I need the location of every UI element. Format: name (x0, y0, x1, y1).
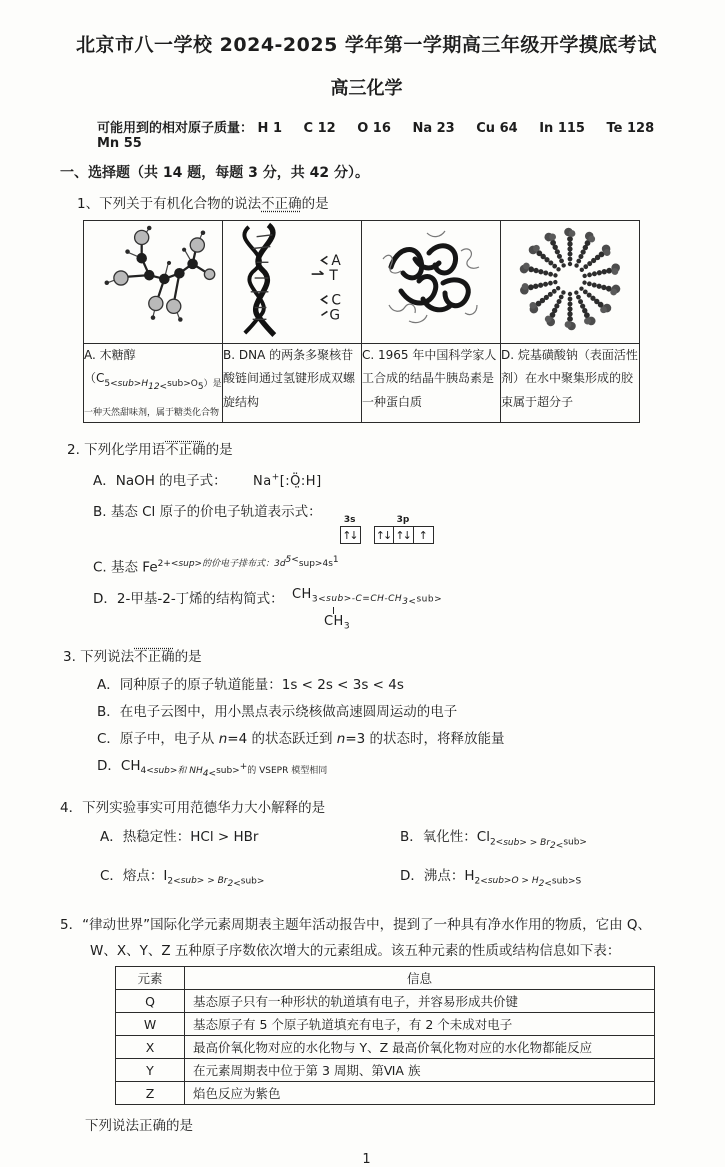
exam-title: 北京市八一学校 2024-2025 学年第一学期高三年级开学摸底考试 (76, 34, 657, 56)
q3-option-b: B．在电子云图中，用小黑点表示绕核做高速圆周运动的电子 (97, 703, 458, 720)
bond-line (333, 607, 334, 614)
orbital-3s-group (340, 515, 360, 544)
orbital-box-3s: ↑↓ (340, 526, 361, 544)
element-q-info: 基态原子只有一种形状的轨道填有电子，并容易形成共价键 (185, 990, 655, 1013)
dna-base-label-c: C (331, 292, 341, 309)
structure-methyl-branch: $CH_3$ (323, 613, 351, 632)
q1-cell-b-image (223, 221, 362, 344)
q1-option-a-caption: A. 木糖醇（$C_{5<sub>H_{12<}sub>O_5)是一种天然甜味剂,属于糖类化合物}$ (84, 344, 223, 423)
atomic-mass-item: Te 128 (606, 121, 655, 136)
atomic-mass-item: Cu 64 (476, 121, 518, 136)
orbital-box-diagram (340, 515, 432, 544)
q4-option-c: C．熔点：$I_{2<sub> > Br_{2<}sub>}$ (100, 867, 265, 889)
orbital-3s-label: 3s (343, 515, 356, 526)
protein-ribbon-image (369, 221, 493, 333)
atomic-mass-item: In 115 (539, 121, 585, 136)
question-3-stem (63, 645, 673, 665)
structure-main-chain: $CH_{3<sub>-C=CH-CH_{3<}sub>}$ (291, 586, 443, 607)
table-header-row (116, 967, 655, 990)
q2-option-d (93, 587, 673, 632)
q2-option-c: C. 基态 $Fe^{2+<sup>的价电子排布式:3d^{5<}sup>4s^1}$ (93, 555, 339, 576)
naoh-electron-formula: Na+[:Ö̤:H] (252, 472, 322, 490)
question-5-tail: 下列说法正确的是 (85, 1118, 193, 1134)
table-row (116, 1059, 655, 1082)
q3-option-a: A．同种原子的原子轨道能量：1s < 2s < 3s < 4s (97, 676, 404, 693)
q2-option-a (93, 469, 673, 489)
q1-option-b-caption: B. DNA 的两条多聚核苷酸链间通过氢键形成双螺旋结构 (223, 344, 362, 423)
micelle-image (508, 221, 632, 337)
question-5-stem-line1: 5．“律动世界”国际化学元素周期表主题年活动报告中，提到了一种具有净水作用的物质，它由 Q、 (60, 917, 651, 933)
q3-option-c: C．原子中，电子从 n=4 的状态跃迁到 n=3 的状态时，将释放能量 (97, 730, 505, 747)
element-z-info: 焰色反应为紫色 (185, 1082, 655, 1105)
atomic-masses-label: 可能用到的相对原子质量： (97, 121, 254, 136)
question-1-table (83, 220, 640, 423)
info-column-header: 信息 (185, 967, 655, 990)
dna-base-label-a: A (331, 253, 341, 270)
subject-title: 高三化学 (330, 78, 403, 99)
element-x: X (116, 1036, 185, 1059)
q2-option-a-label: A．NaOH 的电子式： (93, 473, 227, 490)
q2-option-d-label: D．2-甲基-2-丁烯的结构简式： (93, 590, 284, 607)
q3-stem-pre: 3. 下列说法 (63, 648, 135, 665)
question-3 (60, 645, 673, 779)
butene-structural-formula (292, 587, 442, 632)
element-y: Y (116, 1059, 185, 1082)
element-w: W (116, 1013, 185, 1036)
atomic-mass-item: Mn 55 (97, 136, 142, 151)
element-y-info: 在元素周期表中位于第 3 周期、第ⅥA 族 (185, 1059, 655, 1082)
ball-and-stick-molecule-image (87, 221, 219, 335)
dna-base-label-g: G (329, 307, 341, 324)
table-row (116, 1013, 655, 1036)
dna-double-helix-image (228, 221, 356, 337)
question-5-table (115, 966, 655, 1105)
orbital-box-3p2: ↑↓ (393, 526, 414, 544)
table-row (116, 990, 655, 1013)
q2-stem-emphasis: 不正确 (165, 442, 206, 459)
atomic-mass-item: O 16 (357, 121, 391, 136)
question-4 (60, 796, 673, 889)
q4-option-a: A．热稳定性：HCl > HBr (100, 829, 259, 846)
q4-option-b: B．氧化性：$Cl_{2<sub> > Br_{2<}sub>}$ (400, 829, 587, 851)
atomic-mass-item: C 12 (303, 121, 336, 136)
table-row (116, 1036, 655, 1059)
element-z: Z (116, 1082, 185, 1105)
q1-cell-d-image (501, 221, 640, 344)
orbital-box-3p1: ↑↓ (374, 526, 395, 544)
element-q: Q (116, 990, 185, 1013)
q2-option-b (93, 500, 673, 544)
q2-stem-suffix: 的是 (205, 442, 233, 459)
q1-option-c-caption: C. 1965 年中国科学家人工合成的结晶牛胰岛素是一种蛋白质 (362, 344, 501, 423)
question-2 (60, 438, 673, 631)
table-row (116, 1082, 655, 1105)
question-5-stem-line2: W、X、Y、Z 五种原子序数依次增大的元素组成。该五种元素的性质或结构信息如下表： (90, 943, 621, 959)
element-column-header: 元素 (116, 967, 185, 990)
orbital-3p-label: 3p (396, 515, 410, 526)
question-2-stem (67, 438, 673, 458)
q3-stem-emphasis: 不正确 (134, 648, 175, 665)
atomic-mass-item: H 1 (257, 121, 282, 136)
q2-stem-pre: 2. 下列化学用语 (67, 442, 166, 459)
orbital-box-3p3: ↑ (413, 526, 434, 544)
q1-option-d-caption: D. 烷基磺酸钠（表面活性剂）在水中聚集形成的胶束属于超分子 (501, 344, 640, 423)
question-1-stem (77, 192, 673, 212)
q1-stem-emphasis: 不正确 (261, 196, 302, 212)
q3-stem-suffix: 的是 (174, 648, 202, 665)
q1-stem-pre: 1、下列关于有机化合物的说法 (77, 196, 262, 212)
element-w-info: 基态原子有 5 个原子轨道填充有电子，有 2 个未成对电子 (185, 1013, 655, 1036)
q1-cell-c-image (362, 221, 501, 344)
q4-option-d: D．沸点：$H_{2<sub>O > H_{2<}sub>S}$ (400, 867, 582, 889)
section-heading: 一、选择题（共 14 题，每题 3 分，共 42 分）。 (60, 165, 369, 181)
atomic-mass-item: Na 23 (412, 121, 455, 136)
q3-option-d: D．$CH_{4<sub>和 NH_{4<}sub>^+的 VSEPR 模型相同}$ (97, 757, 328, 780)
page-number: 1 (362, 1152, 371, 1167)
q1-stem-suffix: 的是 (301, 196, 329, 212)
q2-option-b-label: B. 基态 Cl 原子的价电子轨道表示式： (93, 504, 322, 521)
atomic-masses-line (97, 117, 673, 151)
element-x-info: 最高价氧化物对应的水化物与 Y、Z 最高价氧化物对应的水化物都能反应 (185, 1036, 655, 1059)
exam-page (0, 30, 725, 1167)
dna-base-label-t: T (329, 267, 338, 284)
question-4-stem: 4．下列实验事实可用范德华力大小解释的是 (60, 800, 326, 817)
q1-cell-a-image (84, 221, 223, 344)
orbital-3p-group (374, 515, 433, 544)
q4-options-grid (100, 825, 673, 889)
